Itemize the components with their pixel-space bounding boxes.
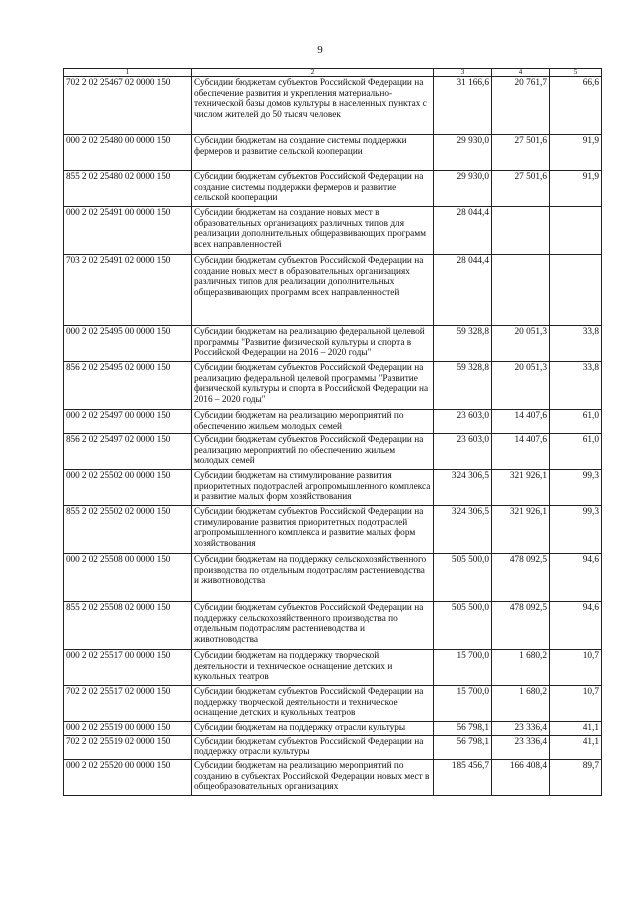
percent-cell: 33,8 bbox=[550, 326, 602, 362]
table-row bbox=[64, 77, 602, 135]
table-row bbox=[64, 686, 602, 722]
actual-amount-cell bbox=[492, 207, 550, 255]
percent-cell: 61,0 bbox=[550, 434, 602, 470]
table-row bbox=[64, 722, 602, 736]
percent-cell: 89,7 bbox=[550, 759, 602, 795]
percent-cell: 66,6 bbox=[550, 77, 602, 135]
budget-code-cell: 000 2 02 25495 00 0000 150 bbox=[64, 326, 192, 362]
table-row bbox=[64, 434, 602, 470]
percent-cell: 91,9 bbox=[550, 171, 602, 207]
percent-cell bbox=[550, 255, 602, 326]
plan-amount-cell: 324 306,5 bbox=[434, 506, 492, 554]
table-row bbox=[64, 554, 602, 602]
table-row bbox=[64, 650, 602, 686]
percent-cell: 10,7 bbox=[550, 650, 602, 686]
plan-amount-cell: 28 044,4 bbox=[434, 207, 492, 255]
table-row bbox=[64, 255, 602, 326]
table-row bbox=[64, 602, 602, 650]
column-header: 5 bbox=[550, 69, 602, 77]
budget-code-cell: 000 2 02 25508 00 0000 150 bbox=[64, 554, 192, 602]
table-row bbox=[64, 759, 602, 795]
plan-amount-cell: 23 603,0 bbox=[434, 410, 492, 434]
description-cell: Субсидии бюджетам на поддержку отрасли культуры bbox=[192, 722, 434, 736]
table-row bbox=[64, 470, 602, 506]
description-cell: Субсидии бюджетам на реализацию федеральной целевой программы "Развитие физической культуры и спорта в Российской Федерации на 2016 – 2020 годы" bbox=[192, 326, 434, 362]
actual-amount-cell: 1 680,2 bbox=[492, 686, 550, 722]
budget-code-cell: 856 2 02 25495 02 0000 150 bbox=[64, 362, 192, 410]
budget-code-cell: 000 2 02 25520 00 0000 150 bbox=[64, 759, 192, 795]
budget-code-cell: 702 2 02 25519 02 0000 150 bbox=[64, 735, 192, 759]
percent-cell: 33,8 bbox=[550, 362, 602, 410]
description-cell: Субсидии бюджетам субъектов Российской Федерации на обеспечение развития и укрепления материально-технической базы домов культуры в населенных пунктах с числом жителей до 50 тысяч человек bbox=[192, 77, 434, 135]
table-row bbox=[64, 135, 602, 171]
column-header: 2 bbox=[192, 69, 434, 77]
actual-amount-cell: 321 926,1 bbox=[492, 470, 550, 506]
plan-amount-cell: 56 798,1 bbox=[434, 735, 492, 759]
table-row bbox=[64, 326, 602, 362]
budget-table-body bbox=[64, 69, 602, 796]
description-cell: Субсидии бюджетам субъектов Российской Федерации на реализацию федеральной целевой программы "Развитие физической культуры и спорта в Российской Федерации на 2016 – 2020 годы" bbox=[192, 362, 434, 410]
description-cell: Субсидии бюджетам на создание системы поддержки фермеров и развитие сельской кооперации bbox=[192, 135, 434, 171]
description-cell: Субсидии бюджетам субъектов Российской Федерации на стимулирование развития приоритетных подотраслей агропромышленного комплекса и развитие малых форм хозяйствования bbox=[192, 506, 434, 554]
plan-amount-cell: 29 930,0 bbox=[434, 171, 492, 207]
plan-amount-cell: 59 328,8 bbox=[434, 362, 492, 410]
budget-code-cell: 000 2 02 25480 00 0000 150 bbox=[64, 135, 192, 171]
plan-amount-cell: 28 044,4 bbox=[434, 255, 492, 326]
table-row bbox=[64, 362, 602, 410]
actual-amount-cell: 20 051,3 bbox=[492, 326, 550, 362]
percent-cell: 99,3 bbox=[550, 506, 602, 554]
plan-amount-cell: 31 166,6 bbox=[434, 77, 492, 135]
description-cell: Субсидии бюджетам субъектов Российской Федерации на поддержку отрасли культуры bbox=[192, 735, 434, 759]
budget-code-cell: 702 2 02 25517 02 0000 150 bbox=[64, 686, 192, 722]
budget-code-cell: 855 2 02 25508 02 0000 150 bbox=[64, 602, 192, 650]
budget-code-cell: 855 2 02 25502 02 0000 150 bbox=[64, 506, 192, 554]
plan-amount-cell: 29 930,0 bbox=[434, 135, 492, 171]
percent-cell: 41,1 bbox=[550, 735, 602, 759]
budget-code-cell: 856 2 02 25497 02 0000 150 bbox=[64, 434, 192, 470]
budget-code-cell: 000 2 02 25491 00 0000 150 bbox=[64, 207, 192, 255]
actual-amount-cell: 14 407,6 bbox=[492, 410, 550, 434]
table-row bbox=[64, 735, 602, 759]
description-cell: Субсидии бюджетам субъектов Российской Федерации на создание системы поддержки фермеров и развитие сельской кооперации bbox=[192, 171, 434, 207]
column-number-row bbox=[64, 69, 602, 77]
description-cell: Субсидии бюджетам субъектов Российской Федерации на создание новых мест в образовательных организациях различных типов для реализации дополнительных общеразвивающих программ всех направленностей bbox=[192, 255, 434, 326]
actual-amount-cell: 27 501,6 bbox=[492, 135, 550, 171]
plan-amount-cell: 15 700,0 bbox=[434, 650, 492, 686]
table-row bbox=[64, 171, 602, 207]
actual-amount-cell bbox=[492, 255, 550, 326]
actual-amount-cell: 20 761,7 bbox=[492, 77, 550, 135]
actual-amount-cell: 27 501,6 bbox=[492, 171, 550, 207]
actual-amount-cell: 478 092,5 bbox=[492, 602, 550, 650]
description-cell: Субсидии бюджетам субъектов Российской Федерации на реализацию мероприятий по обеспечению жильем молодых семей bbox=[192, 434, 434, 470]
percent-cell: 10,7 bbox=[550, 686, 602, 722]
description-cell: Субсидии бюджетам на создание новых мест в образовательных организациях различных типов для реализации дополнительных общеразвивающих программ всех направленностей bbox=[192, 207, 434, 255]
table-row bbox=[64, 410, 602, 434]
actual-amount-cell: 166 408,4 bbox=[492, 759, 550, 795]
budget-code-cell: 855 2 02 25480 02 0000 150 bbox=[64, 171, 192, 207]
description-cell: Субсидии бюджетам на реализацию мероприятий по созданию в субъектах Российской Федерации новых мест в общеобразовательных организациях bbox=[192, 759, 434, 795]
description-cell: Субсидии бюджетам на поддержку творческой деятельности и техническое оснащение детских и кукольных театров bbox=[192, 650, 434, 686]
budget-code-cell: 000 2 02 25519 00 0000 150 bbox=[64, 722, 192, 736]
plan-amount-cell: 15 700,0 bbox=[434, 686, 492, 722]
description-cell: Субсидии бюджетам субъектов Российской Федерации на поддержку творческой деятельности и техническое оснащение детских и кукольных театров bbox=[192, 686, 434, 722]
plan-amount-cell: 23 603,0 bbox=[434, 434, 492, 470]
actual-amount-cell: 14 407,6 bbox=[492, 434, 550, 470]
actual-amount-cell: 23 336,4 bbox=[492, 722, 550, 736]
description-cell: Субсидии бюджетам субъектов Российской Федерации на поддержку сельскохозяйственного производства по отдельным подотраслям растениеводства и животноводства bbox=[192, 602, 434, 650]
description-cell: Субсидии бюджетам на поддержку сельскохозяйственного производства по отдельным подотраслям растениеводства и животноводства bbox=[192, 554, 434, 602]
percent-cell: 61,0 bbox=[550, 410, 602, 434]
column-header: 4 bbox=[492, 69, 550, 77]
percent-cell bbox=[550, 207, 602, 255]
budget-code-cell: 703 2 02 25491 02 0000 150 bbox=[64, 255, 192, 326]
percent-cell: 91,9 bbox=[550, 135, 602, 171]
percent-cell: 99,3 bbox=[550, 470, 602, 506]
actual-amount-cell: 321 926,1 bbox=[492, 506, 550, 554]
budget-code-cell: 702 2 02 25467 02 0000 150 bbox=[64, 77, 192, 135]
description-cell: Субсидии бюджетам на стимулирование развития приоритетных подотраслей агропромышленного комплекса и развитие малых форм хозяйствования bbox=[192, 470, 434, 506]
plan-amount-cell: 505 500,0 bbox=[434, 602, 492, 650]
plan-amount-cell: 185 456,7 bbox=[434, 759, 492, 795]
description-cell: Субсидии бюджетам на реализацию мероприятий по обеспечению жильем молодых семей bbox=[192, 410, 434, 434]
actual-amount-cell: 478 092,5 bbox=[492, 554, 550, 602]
actual-amount-cell: 23 336,4 bbox=[492, 735, 550, 759]
actual-amount-cell: 1 680,2 bbox=[492, 650, 550, 686]
plan-amount-cell: 56 798,1 bbox=[434, 722, 492, 736]
plan-amount-cell: 505 500,0 bbox=[434, 554, 492, 602]
column-header: 3 bbox=[434, 69, 492, 77]
plan-amount-cell: 59 328,8 bbox=[434, 326, 492, 362]
column-header: 1 bbox=[64, 69, 192, 77]
table-row bbox=[64, 207, 602, 255]
percent-cell: 94,6 bbox=[550, 602, 602, 650]
budget-table bbox=[63, 68, 602, 796]
table-row bbox=[64, 506, 602, 554]
percent-cell: 41,1 bbox=[550, 722, 602, 736]
budget-code-cell: 000 2 02 25517 00 0000 150 bbox=[64, 650, 192, 686]
budget-code-cell: 000 2 02 25502 00 0000 150 bbox=[64, 470, 192, 506]
page-number: 9 bbox=[317, 44, 323, 56]
plan-amount-cell: 324 306,5 bbox=[434, 470, 492, 506]
budget-code-cell: 000 2 02 25497 00 0000 150 bbox=[64, 410, 192, 434]
actual-amount-cell: 20 051,3 bbox=[492, 362, 550, 410]
percent-cell: 94,6 bbox=[550, 554, 602, 602]
